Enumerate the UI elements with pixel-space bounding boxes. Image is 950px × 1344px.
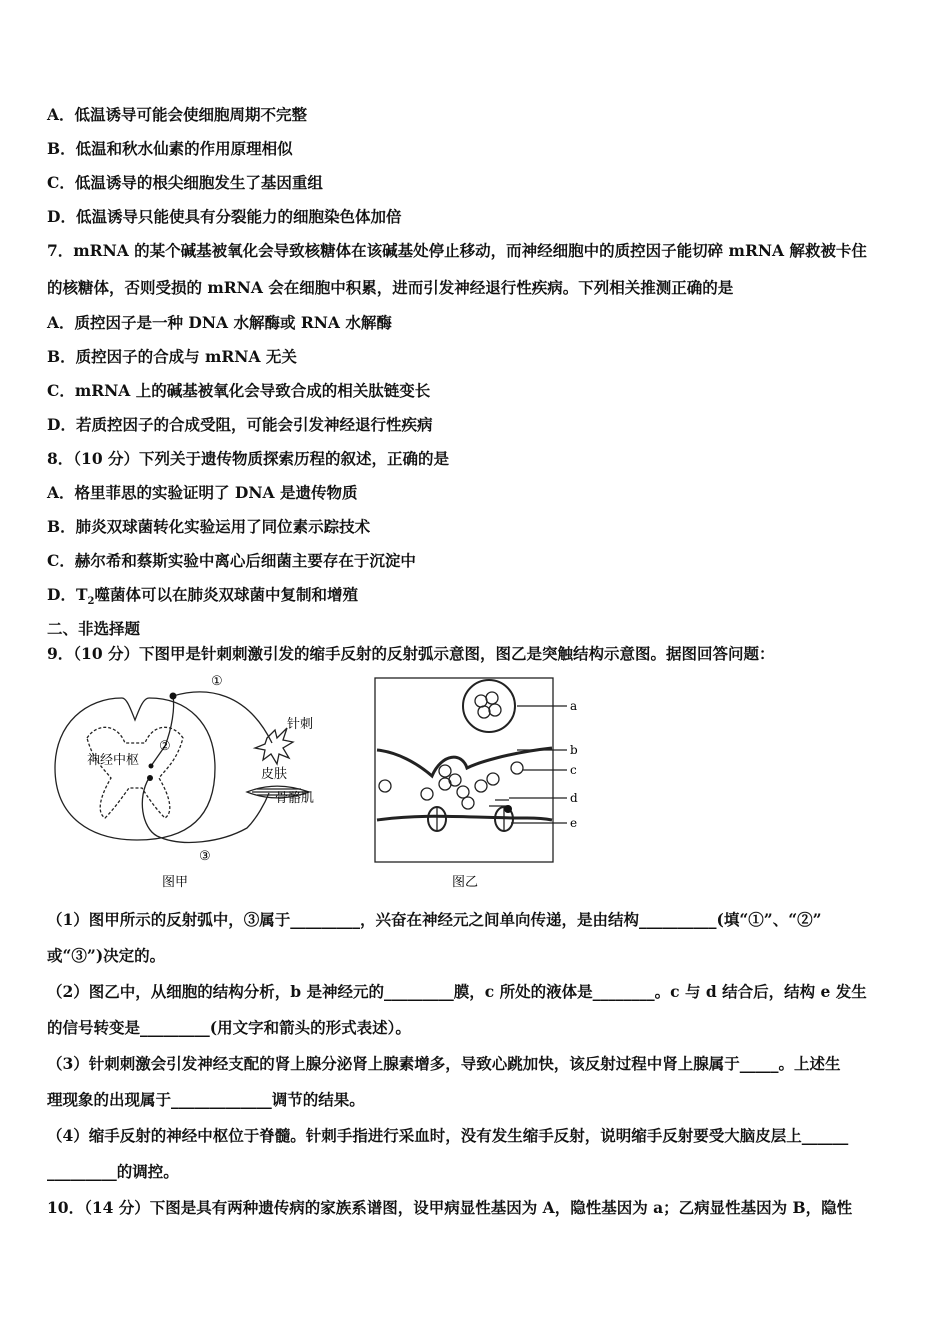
mark-1: ①: [211, 674, 223, 689]
q8-option-a: A．格里菲思的实验证明了 DNA 是遗传物质: [47, 483, 358, 502]
label-skin: 皮肤: [261, 767, 288, 782]
q9-part4-line1: （4）缩手反射的神经中枢位于脊髓。针刺手指进行采血时，没有发生缩手反射，说明缩手反射要受大脑皮层上______: [47, 1126, 849, 1145]
q8-option-d-post: 噬菌体可以在肺炎双球菌中复制和增殖: [94, 585, 358, 604]
figure-jia-and-yi: [47, 668, 607, 898]
q9-part4-line2: _________的调控。: [47, 1162, 179, 1181]
mark-3: ③: [199, 849, 211, 864]
q6-option-a: A．低温诱导可能会使细胞周期不完整: [47, 105, 308, 124]
q8-stem: 8．（10 分）下列关于遗传物质探索历程的叙述，正确的是: [47, 449, 450, 468]
q7-option-b: B．质控因子的合成与 mRNA 无关: [47, 347, 297, 366]
q9-part3-line1: （3）针刺刺激会引发神经支配的肾上腺分泌肾上腺素增多，导致心跳加快，该反射过程中肾上腺属于_____。上述生: [47, 1054, 841, 1073]
label-muscle: 骨骼肌: [275, 791, 315, 806]
q7-option-d: D．若质控因子的合成受阻，可能会引发神经退行性疾病: [47, 415, 433, 434]
q9-part1-line1: （1）图甲所示的反射弧中，③属于_________，兴奋在神经元之间单向传递，是由结构__________(填“①”、“②”: [47, 910, 822, 929]
spinal-cord-outline: [55, 698, 215, 840]
caption-yi: 图乙: [452, 875, 479, 890]
q9-part2-line1: （2）图乙中，从细胞的结构分析，b 是神经元的_________膜，c 所处的液体是________。c 与 d 结合后，结构 e 发生: [47, 982, 867, 1001]
label-a: a: [570, 699, 578, 713]
label-c: c: [570, 763, 577, 777]
q6-option-d: D．低温诱导只能使具有分裂能力的细胞染色体加倍: [47, 207, 402, 226]
q9-part1-line2: 或“③”)决定的。: [47, 946, 166, 965]
q7-option-c: C．mRNA 上的碱基被氧化会导致合成的相关肽链变长: [47, 381, 431, 400]
section-heading: 二、非选择题: [47, 619, 141, 638]
q8-option-b: B．肺炎双球菌转化实验运用了同位素示踪技术: [47, 517, 371, 536]
ganglion-dot: [170, 693, 177, 700]
q7-stem-line1: 7．mRNA 的某个碱基被氧化会导致核糖体在该碱基处停止移动，而神经细胞中的质控因子能切碎 mRNA 解救被卡住: [47, 241, 867, 260]
label-b: b: [570, 743, 578, 757]
label-e: e: [570, 816, 578, 830]
mark-2: ②: [159, 739, 171, 754]
q7-option-a: A．质控因子是一种 DNA 水解酶或 RNA 水解酶: [47, 313, 392, 332]
q6-option-b: B．低温和秋水仙素的作用原理相似: [47, 139, 293, 158]
label-needle: 针刺: [287, 717, 314, 732]
q6-option-c: C．低温诱导的根尖细胞发生了基因重组: [47, 173, 323, 192]
q8-option-d-pre: D．T: [47, 585, 88, 604]
vesicle-sac: [463, 680, 515, 732]
label-d: d: [570, 791, 578, 805]
motor-neuron-dot: [147, 775, 153, 781]
label-center: 神经中枢: [87, 753, 140, 768]
interneuron-dot: [149, 764, 154, 769]
caption-jia: 图甲: [162, 875, 189, 890]
q9-part3-line2: 理现象的出现属于_____________调节的结果。: [47, 1090, 365, 1109]
q10-stem: 10．（14 分）下图是具有两种遗传病的家族系谱图，设甲病显性基因为 A，隐性基因为 a；乙病显性基因为 B，隐性: [47, 1198, 853, 1217]
q8-option-d-sub: 2: [87, 596, 95, 608]
q9-stem: 9．（10 分）下图甲是针刺刺激引发的缩手反射的反射弧示意图，图乙是突触结构示意图。据图回答问题：: [47, 644, 775, 663]
afferent-fiber: [173, 692, 272, 743]
q9-part2-line2: 的信号转变是_________(用文字和箭头的形式表述）。: [47, 1018, 411, 1037]
needle-burst: [255, 728, 293, 764]
q8-option-d: [47, 583, 358, 607]
q7-stem-line2: 的核糖体，否则受损的 mRNA 会在细胞中积累，进而引发神经退行性疾病。下列相关推测正确的是: [47, 278, 734, 297]
presynaptic-membrane: [377, 748, 552, 776]
q8-option-c: C．赫尔希和蔡斯实验中离心后细菌主要存在于沉淀中: [47, 551, 416, 570]
figures: [47, 668, 607, 898]
postsynaptic-membrane: [377, 816, 552, 820]
